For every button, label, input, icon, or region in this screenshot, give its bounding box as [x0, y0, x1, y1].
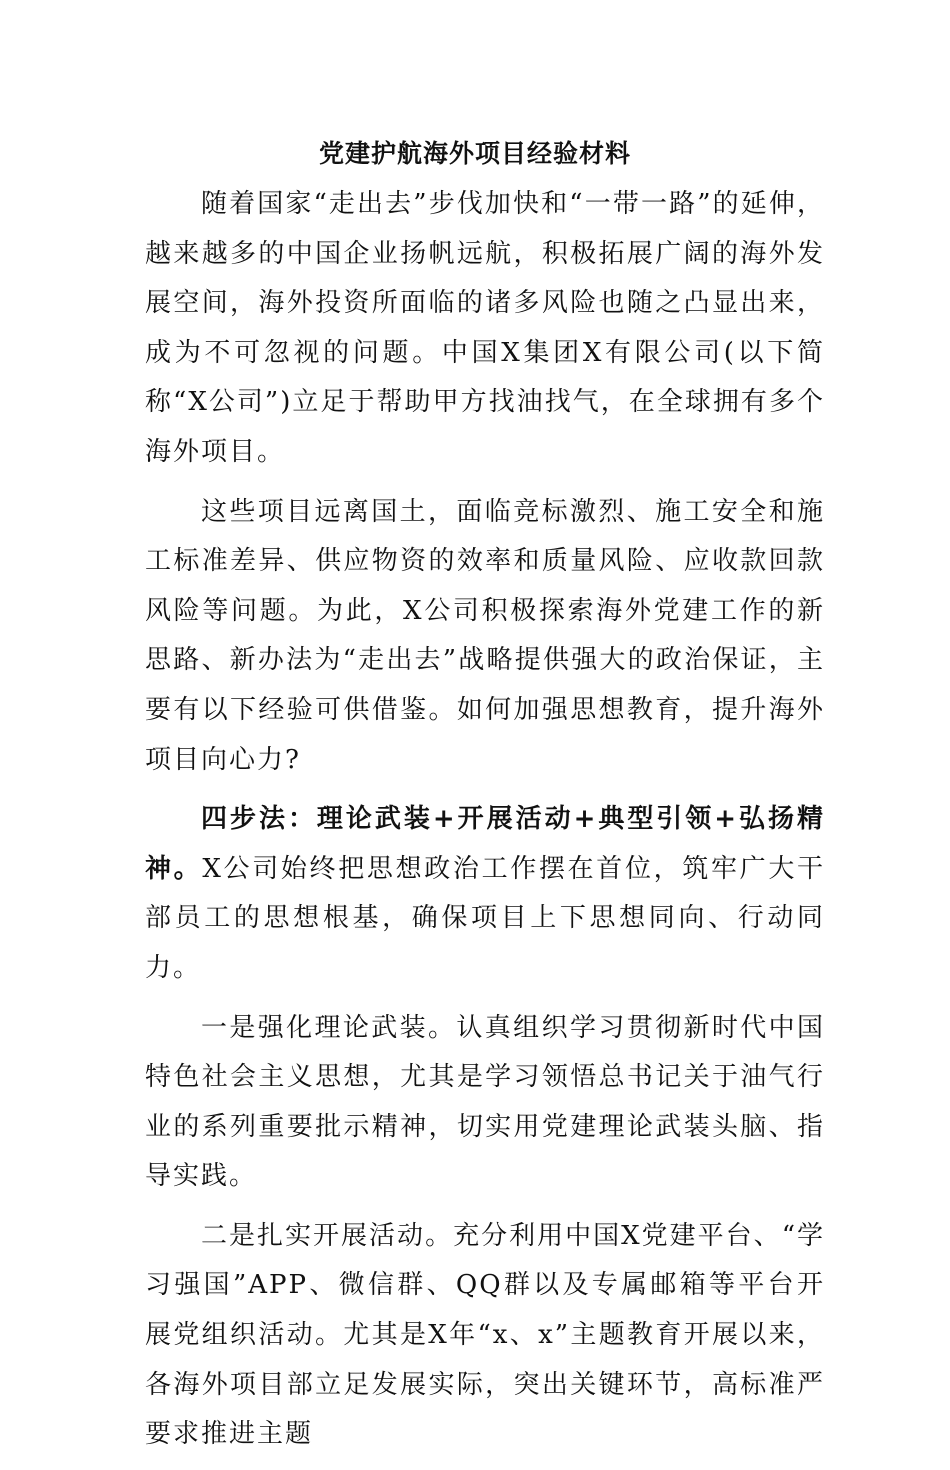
paragraph-1	[145, 180, 825, 478]
document-body	[145, 180, 825, 1470]
document-title: 党建护航海外项目经验材料	[318, 139, 631, 168]
paragraph-5	[145, 1212, 825, 1460]
paragraph-1-text: 随着国家“走出去”步伐加快和“一带一路”的延伸，越来越多的中国企业扬帆远航，积极拓展广阔的海外发展空间，海外投资所面临的诸多风险也随之凸显出来，成为不可忽视的问题。中国X集团X有限公司(以下简称“X公司”)立足于帮助甲方找油找气，在全球拥有多个海外项目。	[145, 189, 825, 467]
paragraph-3-lead: 四步法：理论武装+开展活动+典型引领+弘扬精神。	[145, 804, 825, 884]
paragraph-3	[145, 795, 825, 993]
paragraph-3-text: X公司始终把思想政治工作摆在首位，筑牢广大干部员工的思想根基，确保项目上下思想同向、行动同力。	[145, 853, 825, 983]
paragraph-2-text: 这些项目远离国土，面临竞标激烈、施工安全和施工标准差异、供应物资的效率和质量风险、应收款回款风险等问题。为此，X公司积极探索海外党建工作的新思路、新办法为“走出去”战略提供强大的政治保证，主要有以下经验可供借鉴。如何加强思想教育，提升海外项目向心力?	[145, 496, 825, 775]
paragraph-4	[145, 1004, 825, 1202]
paragraph-5-text: 二是扎实开展活动。充分利用中国X党建平台、“学习强国”APP、微信群、QQ群以及专属邮箱等平台开展党组织活动。尤其是X年“x、x”主题教育开展以来，各海外项目部立足发展实际，突出关键环节，高标准严要求推进主题	[145, 1220, 825, 1450]
paragraph-4-text: 一是强化理论武装。认真组织学习贯彻新时代中国特色社会主义思想，尤其是学习领悟总书记关于油气行业的系列重要批示精神，切实用党建理论武装头脑、指导实践。	[145, 1012, 825, 1192]
paragraph-2	[145, 488, 825, 786]
